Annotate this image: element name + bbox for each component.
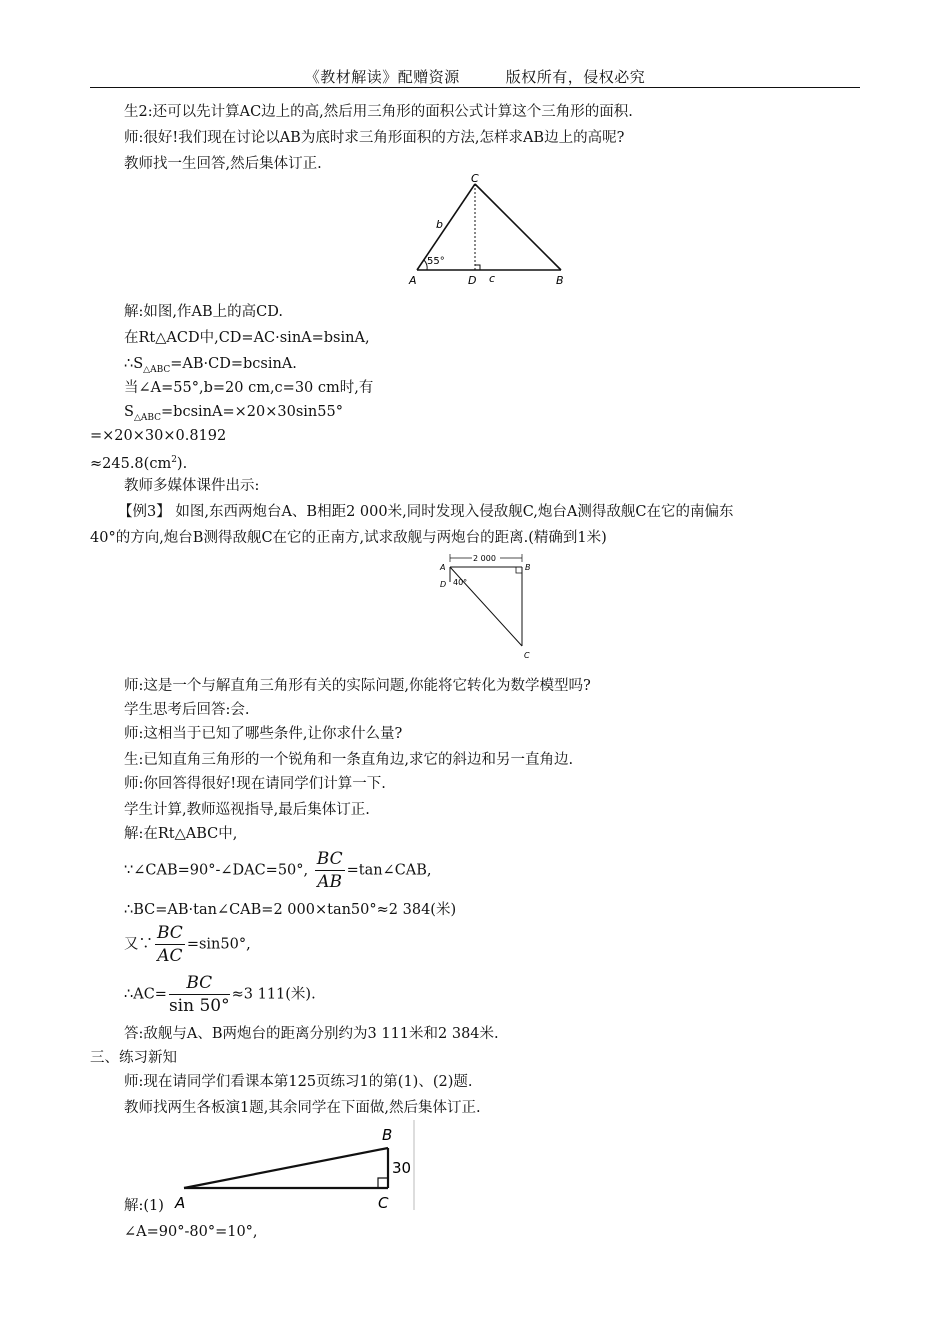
fig2-label-D: D bbox=[440, 580, 447, 589]
text-line: ∴BC=AB·tan∠CAB=2 000×tan50°≈2 384(米) bbox=[124, 902, 457, 918]
triangle-figure-3 bbox=[172, 1120, 418, 1212]
text-line: $S_{\triangle ABC}=bcsinA=\times 20\times 30\sin 55^\circ$ bbox=[124, 404, 343, 423]
text-line: 师:这相当于已知了哪些条件,让你求什么量? bbox=[124, 726, 403, 742]
text-line-fraction: ∵∠CAB=90°-∠DAC=50°, $\frac{BC}{AB}$ =tan∠CAB, bbox=[124, 849, 432, 892]
text-line: 学生计算,教师巡视指导,最后集体订正. bbox=[124, 802, 370, 818]
fig1-label-D: D bbox=[468, 274, 477, 287]
text-line: 解:在Rt△ABC中, bbox=[124, 826, 238, 842]
text-line: ∠A=90°-80°=10°, bbox=[124, 1224, 258, 1240]
fig2-label-C: C bbox=[524, 651, 530, 660]
text-line: 教师找一生回答,然后集体订正. bbox=[124, 156, 322, 172]
header-left: 《教材解读》配赠资源 bbox=[304, 68, 460, 86]
section-heading: 三、练习新知 bbox=[90, 1050, 177, 1066]
text-line: 教师多媒体课件出示: bbox=[124, 478, 260, 494]
text-line: 当∠A=55°,b=20 cm,c=30 cm时,有 bbox=[124, 380, 374, 396]
header-rule bbox=[90, 87, 860, 88]
text-line: 解:如图,作AB上的高CD. bbox=[124, 304, 283, 320]
fig2-angle-label: 40° bbox=[453, 578, 468, 587]
fig2-distance-label: 2 000 bbox=[473, 554, 496, 563]
fig1-label-c: c bbox=[489, 272, 496, 285]
fig3-label-A: A bbox=[175, 1194, 186, 1212]
text-line-fraction: ∴AC= $\frac{BC}{\sin 50^\circ}$ ≈3 111(米). bbox=[124, 973, 316, 1016]
text-line: 在Rt△ACD中,CD=AC·sinA=bsinA, bbox=[124, 330, 370, 346]
text-line: 40°的方向,炮台B测得敌舰C在它的正南方,试求敌舰与两炮台的距离.(精确到1米) bbox=[90, 530, 607, 546]
text-line: 师:现在请同学们看课本第125页练习1的第(1)、(2)题. bbox=[124, 1074, 473, 1090]
text-line: 生2:还可以先计算AC边上的高,然后用三角形的面积公式计算这个三角形的面积. bbox=[124, 104, 633, 120]
fraction-bc-ab: $\frac{BC}{AB}$ bbox=[316, 849, 343, 892]
fig1-label-b: b bbox=[436, 218, 443, 231]
triangle-figure-1 bbox=[405, 172, 575, 290]
text-line: 教师找两生各板演1题,其余同学在下面做,然后集体订正. bbox=[124, 1100, 481, 1116]
text-line: 生:已知直角三角形的一个锐角和一条直角边,求它的斜边和另一直角边. bbox=[124, 752, 574, 768]
text-line: 解:(1) bbox=[124, 1198, 164, 1214]
text-line-fraction: 又∵ $\frac{BC}{AC}$ =sin50°, bbox=[124, 923, 251, 966]
fig3-label-C: C bbox=[378, 1194, 389, 1212]
fig2-label-A: A bbox=[440, 563, 446, 572]
fig3-label-B: B bbox=[382, 1126, 393, 1144]
fraction-bc-sin50: $\frac{BC}{\sin 50^\circ}$ bbox=[168, 973, 230, 1016]
text-line: 【例3】 如图,东西两炮台A、B相距2 000米,同时发现入侵敌舰C,炮台A测得敌舰C在它的南偏东 bbox=[118, 504, 734, 520]
triangle-figure-2 bbox=[436, 548, 548, 664]
fig1-label-B: B bbox=[556, 274, 564, 287]
text-line: 师:很好!我们现在讨论以AB为底时求三角形面积的方法,怎样求AB边上的高呢? bbox=[124, 130, 625, 146]
header-right: 版权所有，侵权必究 bbox=[505, 68, 646, 86]
text-line: 学生思考后回答:会. bbox=[124, 702, 250, 718]
fig1-label-C: C bbox=[471, 172, 479, 185]
text-line: $\approx 245.8(cm^2)$. bbox=[90, 455, 188, 472]
text-line: 师:这是一个与解直角三角形有关的实际问题,你能将它转化为数学模型吗? bbox=[124, 678, 591, 694]
fig1-label-A: A bbox=[409, 274, 417, 287]
text-line: $\therefore S_{\triangle ABC}=AB\cdot CD=bcsinA$. bbox=[124, 356, 297, 375]
text-line: 师:你回答得很好!现在请同学们计算一下. bbox=[124, 776, 386, 792]
text-line: =×20×30×0.8192 bbox=[90, 428, 227, 444]
fig3-side-label: 30 bbox=[392, 1159, 412, 1177]
fig1-angle-label: 55° bbox=[427, 256, 445, 267]
text-line: 答:敌舰与A、B两炮台的距离分别约为3 111米和2 384米. bbox=[124, 1026, 499, 1042]
fig2-label-B: B bbox=[525, 563, 531, 572]
fraction-bc-ac: $\frac{BC}{AC}$ bbox=[157, 923, 183, 966]
page-header bbox=[90, 66, 860, 87]
